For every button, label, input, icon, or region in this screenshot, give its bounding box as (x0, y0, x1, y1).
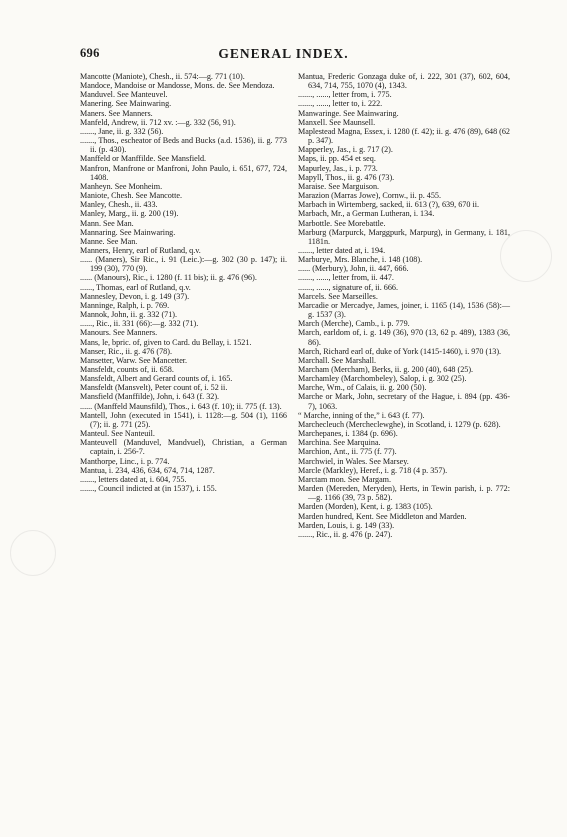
index-entry: Mapperley, Jas., i. g. 717 (2). (298, 145, 393, 155)
index-entry: Mannok, John, ii. g. 332 (71). (80, 310, 178, 320)
index-entry: ......., ......, signature of, ii. 666. (298, 282, 398, 292)
index-entry: ...... (Merbury), John, ii. 447, 666. (298, 264, 409, 274)
index-entry: Marbach, Mr., a German Lutheran, i. 134. (298, 209, 435, 219)
index-entry: Marcham (Mercham), Berks, ii. g. 200 (40), 648 (25). (298, 365, 474, 374)
index-entry: ......., Thos., escheator of Beds and Bucks (a.d. 1536), ii. g. 773 ii. (p. 430). (80, 136, 290, 155)
index-entry: Marden, Louis, i. g. 149 (33). (298, 520, 395, 530)
index-entry: Mapurley, Jas., i. p. 773. (298, 163, 378, 173)
index-entry: Marden (Morden), Kent, i. g. 1383 (105). (298, 502, 433, 512)
index-entry: Marcle (Markley), Heref., i. g. 718 (4 p. 357). (298, 465, 448, 475)
index-entry: ......., ......, letter to, i. 222. (298, 99, 383, 109)
index-entry: Marcels. See Marseilles. (298, 291, 378, 301)
index-entry: Manheyn. See Monheim. (80, 181, 163, 191)
index-entry: Maniote, Chesh. See Mancotte. (80, 191, 182, 201)
index-entry: ......., ......, letter from, i. 775. (298, 90, 392, 100)
page-title: GENERAL INDEX. (218, 46, 349, 61)
index-entry: Marchion, Ant., ii. 775 (f. 77). (298, 447, 397, 457)
index-entry: Marchina. See Marquina. (298, 438, 381, 448)
index-entry: Marchwiel, in Wales. See Marsey. (298, 456, 409, 466)
index-entry: ......, Thomas, earl of Rutland, q.v. (80, 282, 191, 292)
index-entry: Manne. See Man. (80, 236, 138, 246)
index-entry: ......., ......, letter from, ii. 447. (298, 273, 394, 283)
index-entry: ......., letter dated at, i. 194. (298, 245, 386, 255)
index-entry: Mans, le, bpric. of, given to Card. du Bellay, i. 1521. (80, 337, 252, 347)
index-entry: Manfron, Manfrone or Manfroni, John Paulo, i. 651, 677, 724, 1408. (80, 163, 290, 182)
index-entry: Marchepanes, i. 1384 (p. 696). (298, 429, 398, 439)
index-entry: March, earldom of, i. g. 149 (36), 970 (13, 62 p. 489), 1383 (36, 86). (298, 328, 513, 347)
index-entry: Mapyll, Thos., ii. g. 476 (73). (298, 172, 395, 182)
index-entry: Manser, Ric., ii. g. 476 (78). (80, 346, 172, 356)
index-entry: Marbottle. See Morebattle. (298, 218, 386, 228)
index-entry: Maplestead Magna, Essex, i. 1280 (f. 42); ii. g. 476 (89), 648 (62 p. 347). (298, 126, 513, 146)
index-entry: Mannaring. See Mainwaring. (80, 227, 176, 237)
index-entry: Maners. See Manners. (80, 108, 153, 118)
index-entry: “ Marche, inning of the,” i. 643 (f. 77). (298, 410, 425, 420)
index-entry: Mancotte (Maniote), Chesh., ii. 574:—g. 771 (10). (80, 72, 245, 81)
index-entry: Marche or Mark, John, secretary of the Hague, i. 894 (pp. 436-7), 1063. (298, 392, 510, 411)
index-entry: Manley, Marg., ii. g. 200 (19). (80, 209, 179, 219)
index-entry: ......., letters dated at, i. 604, 755. (80, 474, 187, 484)
index-entry: Marburye, Mrs. Blanche, i. 148 (108). (298, 255, 423, 265)
index-entry: Manffeld or Manffilde. See Mansfield. (80, 154, 207, 164)
index-entry: Marden (Mereden, Meryden), Herts, in Tewin parish, i. p. 772:—g. 1166 (39, 73 p. 582). (298, 484, 510, 503)
index-entry: Mansfield (Manffilde), John, i. 643 (f. 32). (80, 392, 220, 402)
index-entry: ......., Ric., ii. g. 476 (p. 247). (298, 529, 393, 539)
index-entry: ...... (Maners), Sir Ric., i. 91 (Leic.):—g. 302 (30 p. 147); ii. 199 (30), 770 (9). (80, 255, 290, 274)
index-entry: Manering. See Mainwaring. (80, 99, 172, 109)
index-entry: Mansetter, Warw. See Mancetter. (80, 355, 188, 365)
index-entry: Marchecleuch (Mercheclewghe), in Scotland, i. 1279 (p. 628). (298, 419, 501, 429)
index-entry: Manwaringe. See Mainwaring. (298, 108, 399, 118)
index-entry: ......, Ric., ii. 331 (66):—g. 332 (71). (80, 319, 199, 329)
index-entry: Manours. See Manners. (80, 328, 158, 338)
index-entry: Manthorpe, Linc., i. p. 774. (80, 456, 170, 466)
index-entry: Manduvel. See Manteuvel. (80, 90, 168, 100)
index-entry: Mantua, Frederic Gonzaga duke of, i. 222, 301 (37), 602, 604, 634, 714, 755, 1070 (4), 1343. (298, 72, 513, 91)
index-entry: Manley, Chesh., ii. 433. (80, 200, 158, 210)
index-entry: ...... (Manours), Ric., i. 1280 (f. 11 bis); ii. g. 476 (96). (80, 273, 257, 283)
index-entry: Manxell. See Maunsell. (298, 117, 376, 127)
index-entry: Mantua, i. 234, 436, 634, 674, 714, 1287. (80, 465, 215, 475)
page-number: 696 (80, 46, 100, 60)
index-entry: ......., Jane, ii. g. 332 (56). (80, 126, 164, 136)
library-stamp-icon (10, 530, 56, 576)
index-column-left (80, 72, 290, 494)
index-entry: Marden hundred, Kent. See Middleton and Marden. (298, 511, 467, 521)
index-entry: Marazion (Marras Jowe), Cornw., ii. p. 455. (298, 191, 441, 201)
index-entry: Marchall. See Marshall. (298, 355, 377, 365)
index-entry: Manfeld, Andrew, ii. 712 xv. :—g. 332 (56, 91). (80, 117, 236, 127)
index-entry: Mansfeldt, Albert and Gerard counts of, i. 165. (80, 374, 233, 384)
index-entry: Manteuvell (Manduvel, Mandvuel), Christian, a German captain, i. 256-7. (80, 438, 290, 457)
index-entry: Maps, ii. pp. 454 et seq. (298, 154, 376, 164)
index-entry: Manninge, Ralph, i. p. 769. (80, 300, 170, 310)
index-entry: Mandoce, Mandoise or Mandosse, Mons. de. See Mendoza. (80, 81, 275, 91)
index-entry: Mansfeldt (Mansvelt), Peter count of, i. 52 ii. (80, 383, 228, 393)
index-entry: Marcadie or Mercadye, James, joiner, i. 1165 (14), 1536 (58):—g. 1537 (3). (298, 300, 510, 320)
index-entry: Mansfeldt, counts of, ii. 658. (80, 365, 174, 374)
index-entry: March, Richard earl of, duke of York (1415-1460), i. 970 (13). (298, 346, 502, 356)
index-entry: Manners, Henry, earl of Rutland, q.v. (80, 245, 201, 255)
index-column-right (298, 72, 513, 539)
index-entry: Marctam mon. See Margam. (298, 474, 392, 484)
index-entry: Mannesley, Devon, i. g. 149 (37). (80, 291, 190, 301)
index-entry: Marche, Wm., of Calais, ii. g. 200 (50). (298, 383, 427, 393)
index-entry: Maraise. See Marguison. (298, 181, 380, 191)
index-entry: Marchamley (Marchombeley), Salop, i. g. 302 (25). (298, 374, 467, 384)
page-header (0, 46, 567, 64)
index-entry: Marburg (Marpurck, Marggpurk, Marpurg), in Germany, i. 181, 1181n. (298, 227, 513, 246)
index-entry: ......., Council indicted at (in 1537), i. 155. (80, 484, 217, 494)
index-entry: Mantell, John (executed in 1541), i. 1128:—g. 504 (1), 1166 (7); ii. g. 771 (25). (80, 410, 290, 429)
index-entry: Marbach in Wirtemberg, sacked, ii. 613 (?), 639, 670 ii. (298, 200, 480, 210)
index-entry: Manteul. See Nanteuil. (80, 429, 155, 439)
index-entry: ...... (Manffeld Maunsfild), Thos., i. 643 (f. 10); ii. 775 (f. 13). (80, 401, 282, 411)
index-entry: Mann. See Man. (80, 218, 134, 228)
index-entry: March (Merche), Camb., i. p. 779. (298, 319, 410, 329)
